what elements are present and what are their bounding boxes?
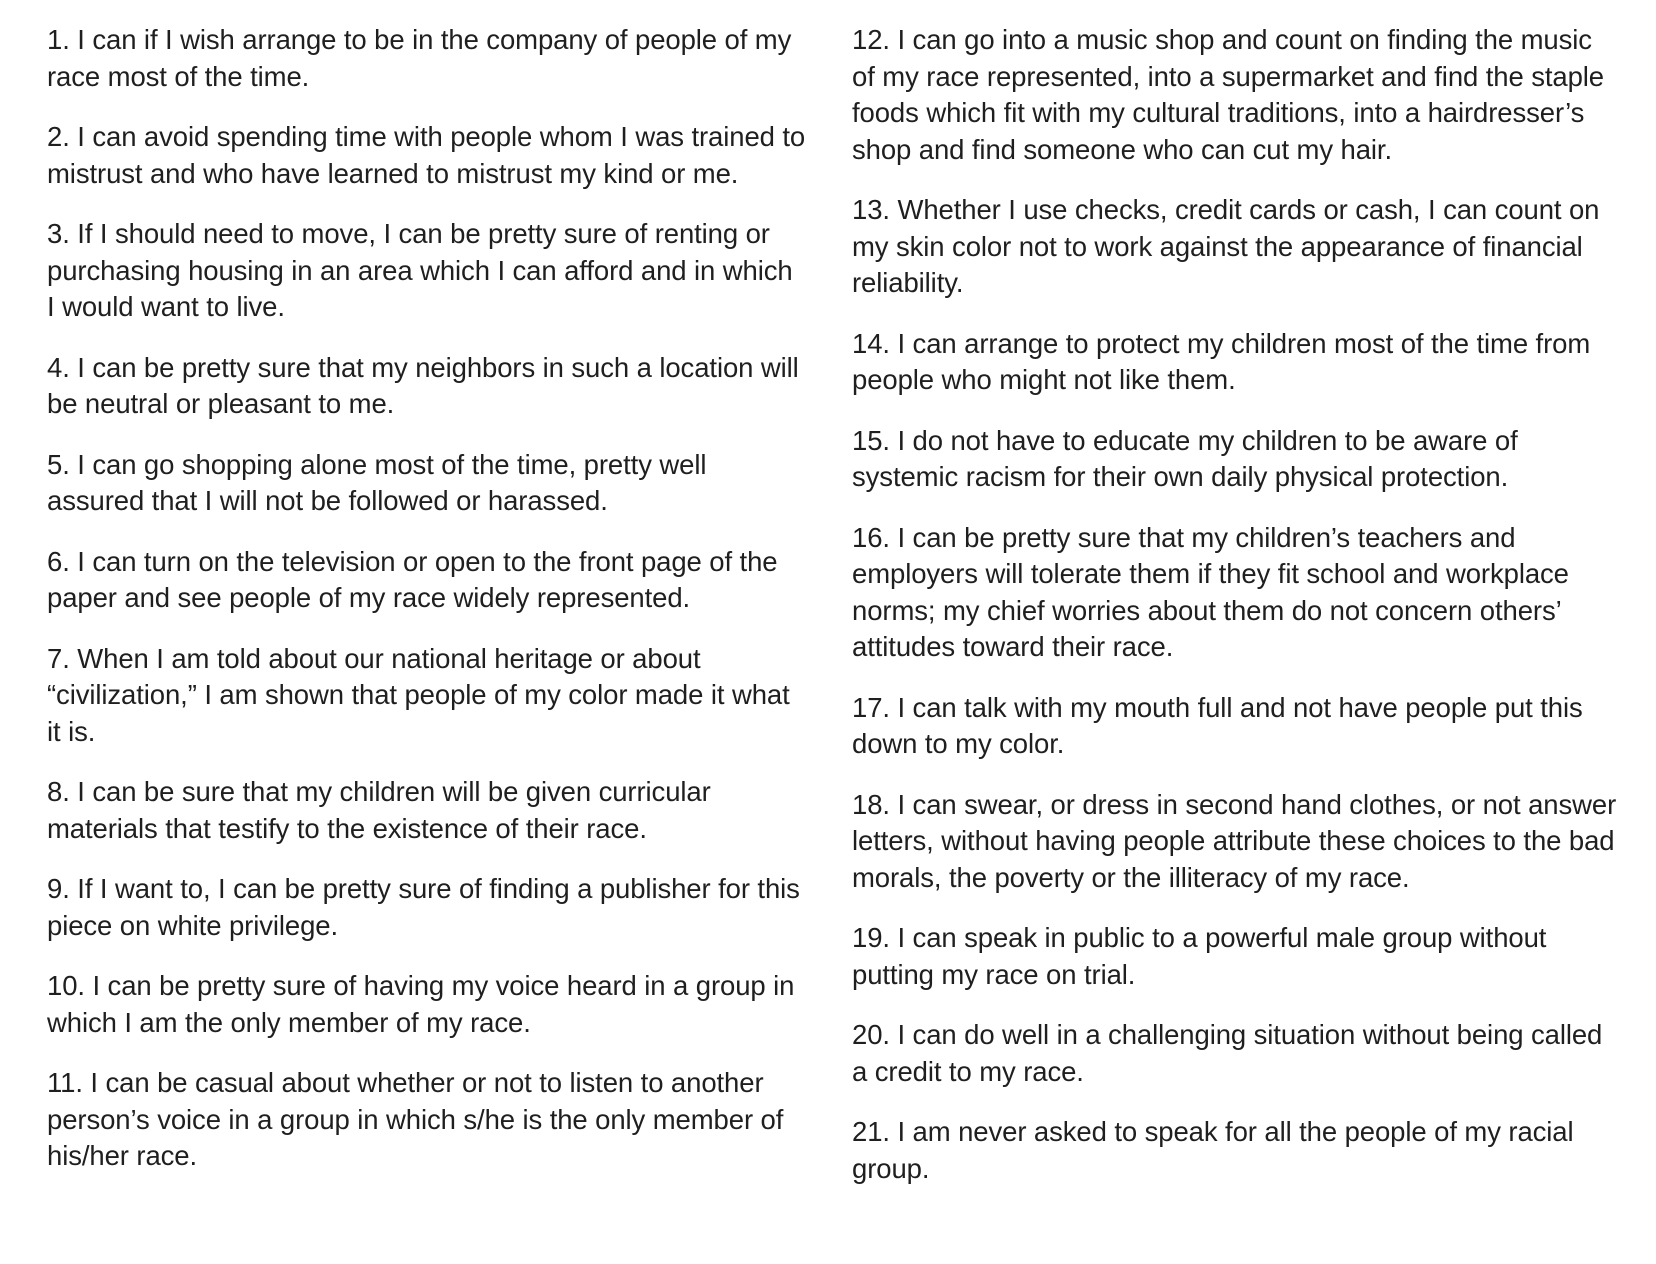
list-item-1: 1. I can if I wish arrange to be in the company of people of my race most of the time. bbox=[47, 24, 792, 92]
list-item-15: 15. I do not have to educate my children to be aware of systemic racism for their own daily physical protection. bbox=[852, 424, 1518, 492]
right-column bbox=[852, 22, 1622, 1211]
list-item-7: 7. When I am told about our national heritage or about “civilization,” I am shown that people of my color made it what it is. bbox=[47, 642, 790, 747]
list-item-19: 19. I can speak in public to a powerful male group without putting my race on trial. bbox=[852, 922, 1547, 990]
list-item-20: 20. I can do well in a challenging situation without being called a credit to my race. bbox=[852, 1019, 1603, 1087]
list-item-9: 9. If I want to, I can be pretty sure of finding a publisher for this piece on white privilege. bbox=[47, 873, 800, 941]
list-item-6: 6. I can turn on the television or open to the front page of the paper and see people of my race widely represented. bbox=[47, 545, 778, 613]
list-item-10: 10. I can be pretty sure of having my voice heard in a group in which I am the only member of my race. bbox=[47, 970, 795, 1038]
list-item-4: 4. I can be pretty sure that my neighbors in such a location will be neutral or pleasant to me. bbox=[47, 351, 799, 419]
list-item-21: 21. I am never asked to speak for all the people of my racial group. bbox=[852, 1116, 1574, 1184]
list-item-11: 11. I can be casual about whether or not to listen to another person’s voice in a group in which s/he is the only member of his/her race. bbox=[47, 1067, 784, 1171]
list-item-8: 8. I can be sure that my children will be given curricular materials that testify to the existence of their race. bbox=[47, 776, 711, 844]
list-item-14: 14. I can arrange to protect my children most of the time from people who might not like them. bbox=[852, 327, 1591, 395]
list-item-13: 13. Whether I use checks, credit cards or cash, I can count on my skin color not to work against the appearance of financial reliability. bbox=[852, 194, 1600, 298]
list-item-2: 2. I can avoid spending time with people whom I was trained to mistrust and who have learned to mistrust my kind or me. bbox=[47, 121, 806, 189]
list-item-5: 5. I can go shopping alone most of the time, pretty well assured that I will not be followed or harassed. bbox=[47, 448, 707, 516]
list-item-12: 12. I can go into a music shop and count on finding the music of my race represented, into a supermarket and find the staple foods which fit with my cultural traditions, into a hairdresser’s shop and find someone who can cut my hair. bbox=[852, 24, 1604, 165]
left-column bbox=[47, 22, 807, 1199]
list-item-17: 17. I can talk with my mouth full and not have people put this down to my color. bbox=[852, 691, 1583, 759]
list-item-3: 3. If I should need to move, I can be pretty sure of renting or purchasing housing in an area which I can afford and in which I would want to live. bbox=[47, 218, 793, 322]
list-item-16: 16. I can be pretty sure that my children’s teachers and employers will tolerate them if they fit school and workplace norms; my chief worries about them do not concern others’ attitudes toward their race. bbox=[852, 521, 1569, 662]
list-item-18: 18. I can swear, or dress in second hand clothes, or not answer letters, without having people attribute these choices to the bad morals, the poverty or the illiteracy of my race. bbox=[852, 788, 1617, 893]
